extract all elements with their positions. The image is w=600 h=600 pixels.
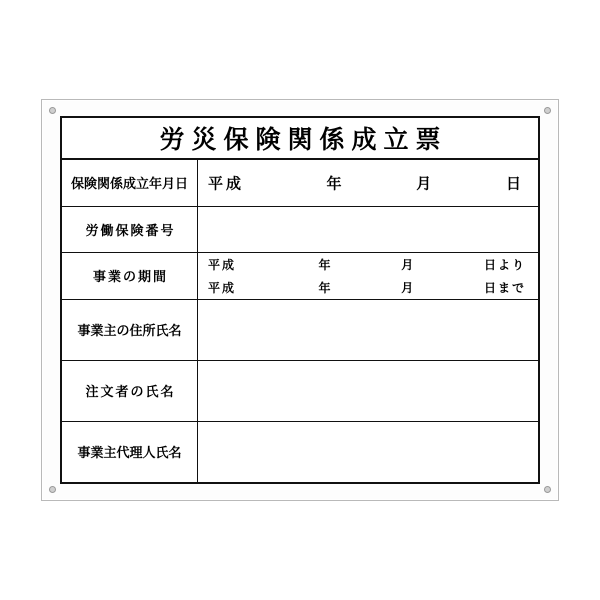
- row-label-owner-address-name: 事業主の住所氏名: [62, 300, 198, 360]
- row-label-client-name: 注文者の氏名: [62, 361, 198, 421]
- era-label: 平成: [208, 280, 237, 295]
- month-unit-label: 月: [401, 280, 416, 295]
- day-unit-label: 日: [505, 174, 524, 193]
- row-label-project-period: 事業の期間: [62, 253, 198, 299]
- row-value-project-period[interactable]: [198, 253, 538, 299]
- era-label: 平成: [208, 257, 237, 272]
- table-row: [62, 361, 538, 422]
- table-row: [62, 422, 538, 482]
- month-unit-label: 月: [401, 257, 416, 272]
- row-value-insurance-number[interactable]: [198, 207, 538, 253]
- screw-icon: [49, 486, 56, 493]
- row-label-insurance-number: 労働保険番号: [62, 207, 198, 253]
- period-start-suffix: 日より: [484, 257, 527, 272]
- sign-plate: [41, 99, 559, 501]
- row-value-owner-address-name[interactable]: [198, 300, 538, 360]
- screw-icon: [544, 486, 551, 493]
- page-title: 労災保険関係成立票: [159, 125, 448, 154]
- row-label-establishment-date: 保険関係成立年月日: [62, 160, 198, 206]
- table-row: [62, 253, 538, 300]
- row-value-establishment-date[interactable]: [198, 160, 538, 206]
- year-unit-label: 年: [318, 257, 333, 272]
- row-value-owner-agent-name[interactable]: [198, 422, 538, 482]
- period-start-line: [208, 256, 526, 273]
- screw-icon: [544, 107, 551, 114]
- table-row: [62, 207, 538, 254]
- sign-rows: [62, 160, 538, 482]
- year-unit-label: 年: [326, 174, 345, 193]
- row-value-client-name[interactable]: [198, 361, 538, 421]
- sign-title-row: [62, 118, 538, 160]
- era-label: 平成: [208, 174, 245, 193]
- month-unit-label: 月: [416, 174, 435, 193]
- period-end-suffix: 日まで: [484, 280, 527, 295]
- date-field: [208, 172, 524, 193]
- period-fields: [208, 253, 526, 299]
- screw-icon: [49, 107, 56, 114]
- sign-table: [60, 116, 540, 484]
- table-row: [62, 300, 538, 361]
- row-label-owner-agent-name: 事業主代理人氏名: [62, 422, 198, 482]
- year-unit-label: 年: [318, 280, 333, 295]
- period-end-line: [208, 279, 526, 296]
- table-row: [62, 160, 538, 207]
